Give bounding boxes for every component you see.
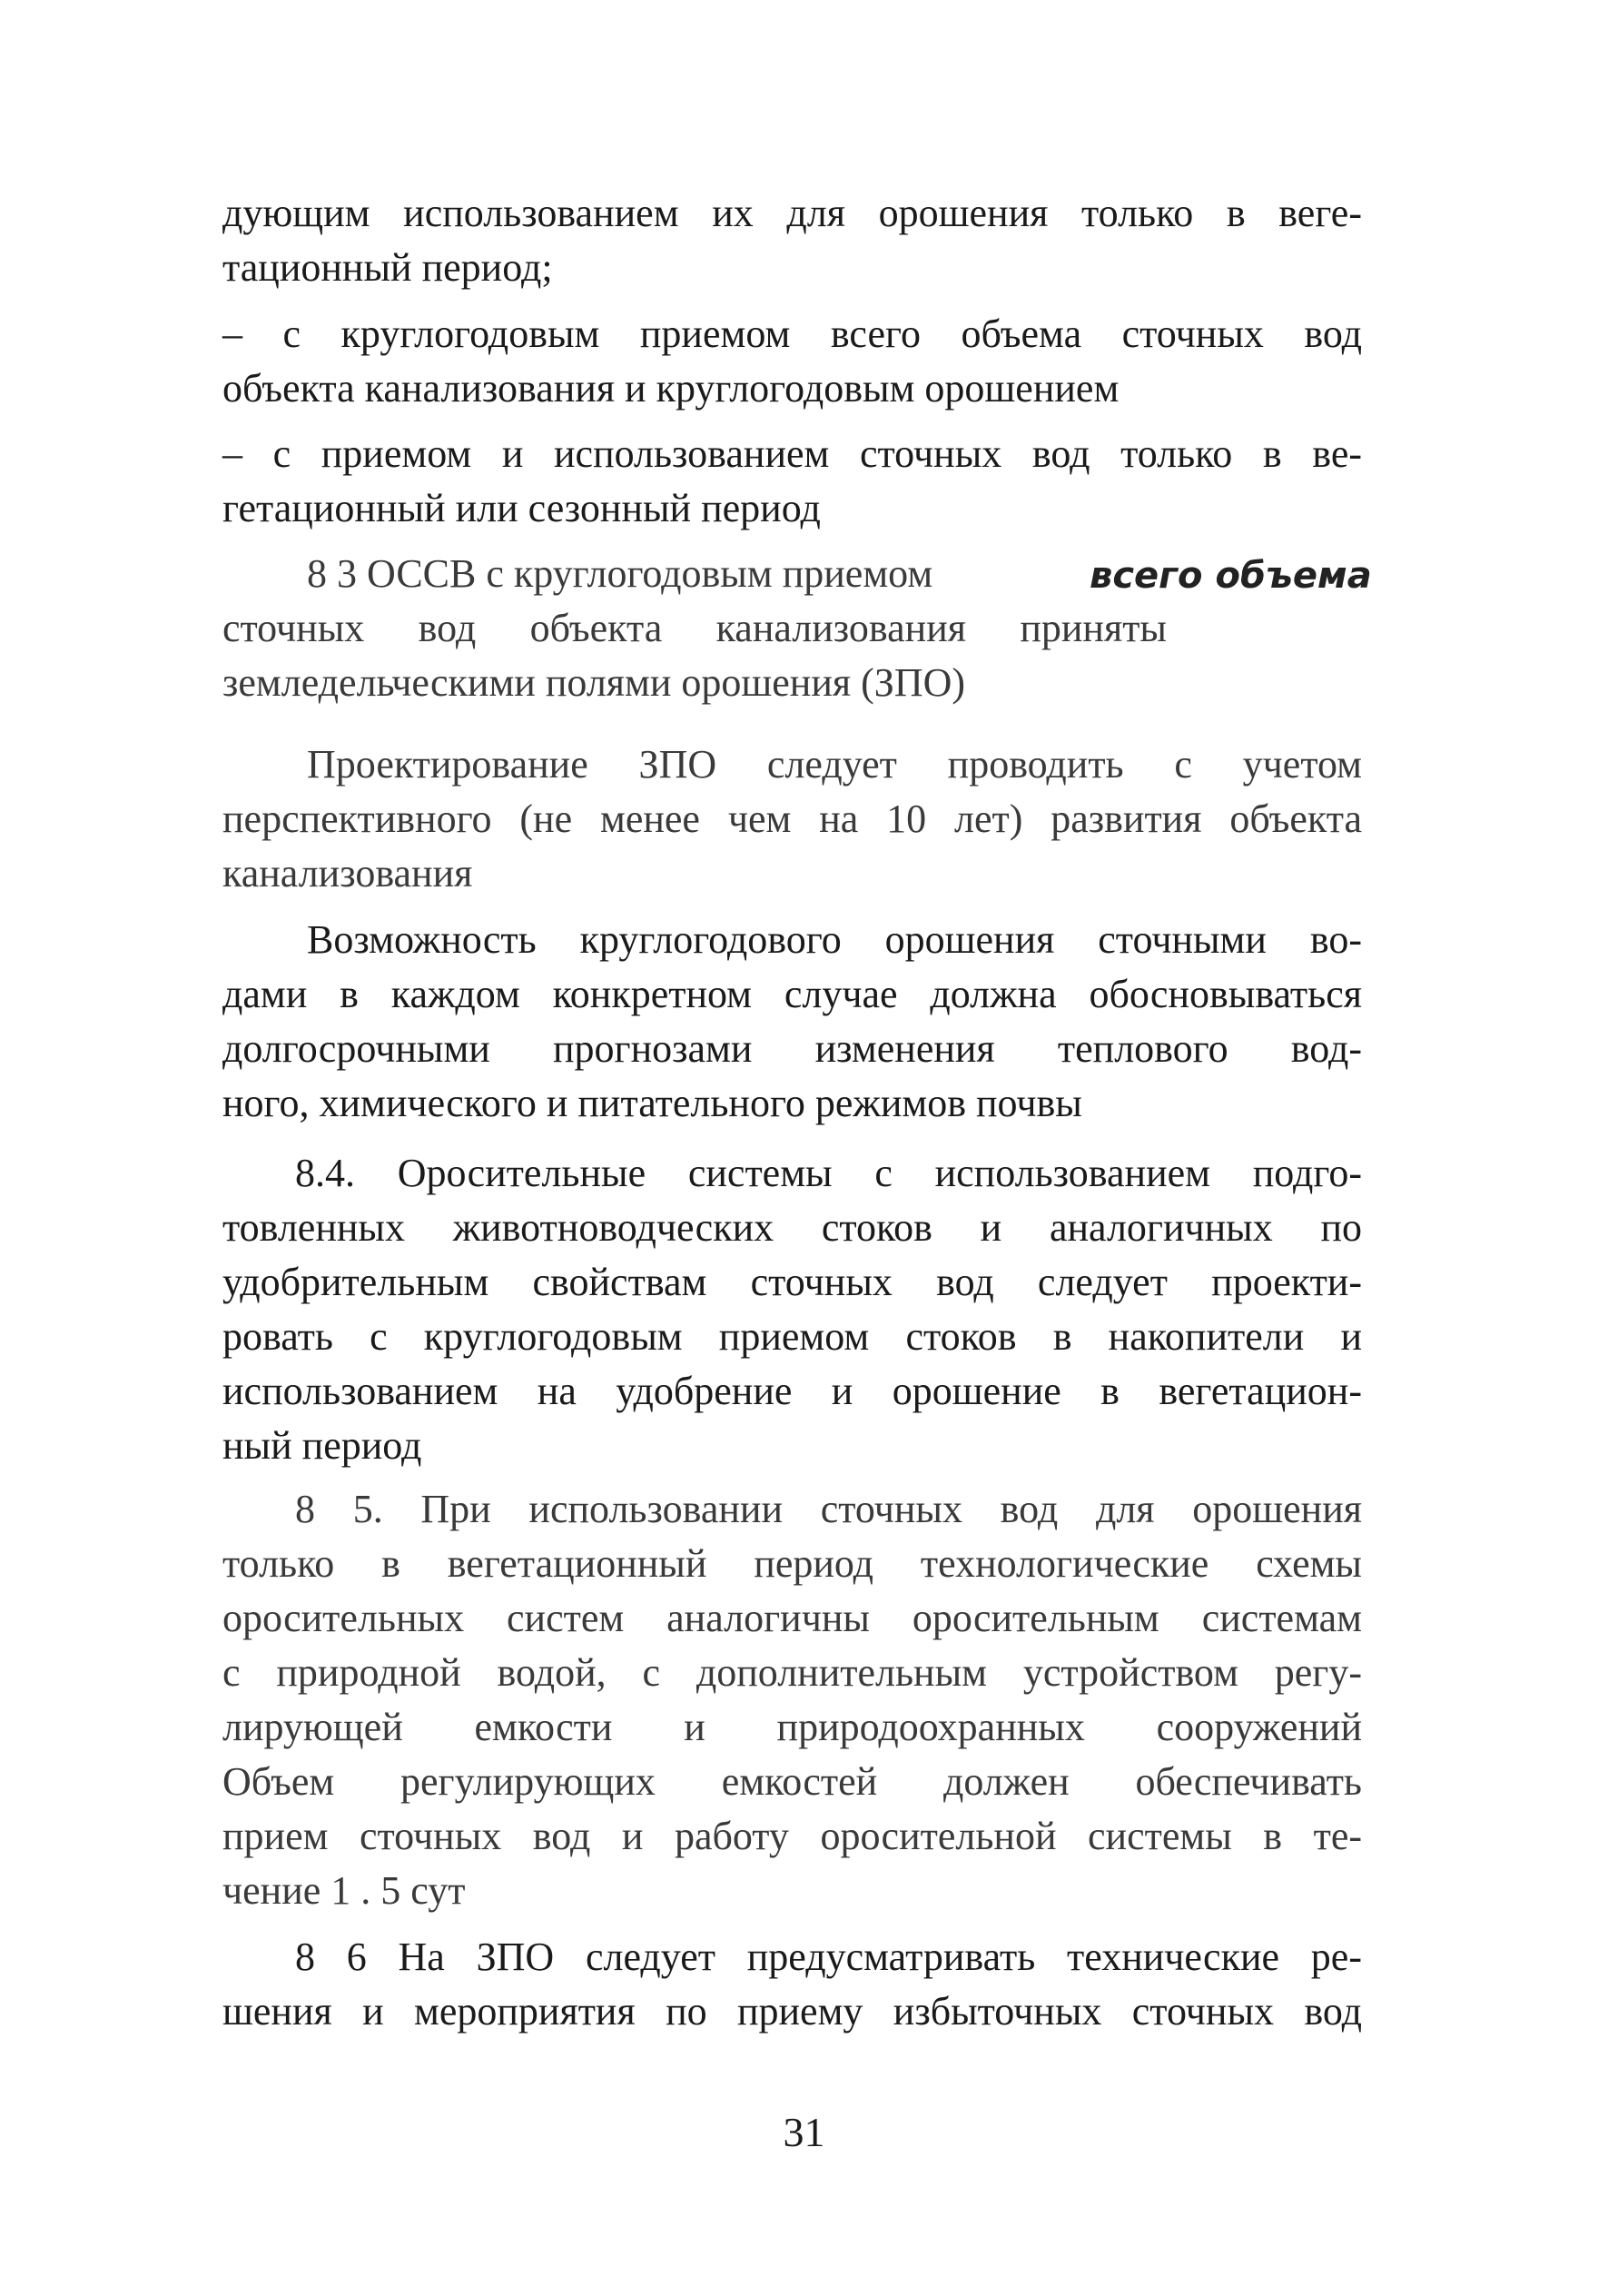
text-line: прием сточных вод и работу оросительной системы в те-: [222, 1814, 1362, 1858]
text-line: лирующей емкости и природоохранных сооружений: [222, 1705, 1362, 1749]
section-8-6-line: 8 6 На ЗПО следует предусматривать технические ре-: [295, 1935, 1362, 1979]
text-line: земледельческими полями орошения (ЗПО): [222, 660, 966, 705]
text-line: ный период: [222, 1423, 422, 1468]
text-line: тационный период;: [222, 245, 553, 290]
text-line: – с круглогодовым приемом всего объема сточных вод: [222, 312, 1362, 356]
section-8-3-line: 8 3 ОССВ с круглогодовым приемом: [307, 551, 933, 596]
text-line: долгосрочными прогнозами изменения теплового вод-: [222, 1026, 1362, 1071]
text-line: – с приемом и использованием сточных вод только в ве-: [222, 431, 1362, 476]
text-line: канализования: [222, 851, 473, 896]
text-line: товленных животноводческих стоков и аналогичных по: [222, 1205, 1362, 1250]
section-8-5-line: 8 5. При использовании сточных вод для орошения: [295, 1487, 1362, 1531]
text-line: сточных вод объекта канализования приняты: [222, 606, 1167, 650]
text-line: объекта канализования и круглогодовым орошением: [222, 366, 1120, 411]
text-line: с природной водой, с дополнительным устройством регу-: [222, 1650, 1362, 1695]
text-line: использованием на удобрение и орошение в вегетацион-: [222, 1369, 1362, 1413]
text-line: гетационный или сезонный период: [222, 486, 821, 530]
text-line: ного, химического и питательного режимов почвы: [222, 1081, 1082, 1125]
text-line: ровать с круглогодовым приемом стоков в накопители и: [222, 1314, 1362, 1359]
page-number: 31: [783, 2109, 825, 2155]
text-line: только в вегетационный период технологические схемы: [222, 1541, 1362, 1586]
text-line: дами в каждом конкретном случае должна обосновываться: [222, 972, 1362, 1016]
text-line: Проектирование ЗПО следует проводить с учетом: [307, 742, 1362, 787]
section-8-4-line: 8.4. Оросительные системы с использованием подго-: [295, 1151, 1362, 1195]
text-line: Возможность круглогодового орошения сточными во-: [307, 917, 1362, 962]
text-line: оросительных систем аналогичны оросительным системам: [222, 1596, 1362, 1640]
text-line: шения и мероприятия по приему избыточных сточных вод: [222, 1989, 1362, 2034]
text-line: удобрительным свойствам сточных вод следует проекти-: [222, 1260, 1362, 1304]
text-line: перспективного (не менее чем на 10 лет) развития объекта: [222, 797, 1362, 841]
text-line: дующим использованием их для орошения только в веге-: [222, 191, 1362, 235]
text-line: чение 1 . 5 сут: [222, 1868, 466, 1913]
handwritten-annotation: всего объема: [1090, 555, 1372, 597]
text-line: Объем регулирующих емкостей должен обеспечивать: [222, 1759, 1362, 1804]
